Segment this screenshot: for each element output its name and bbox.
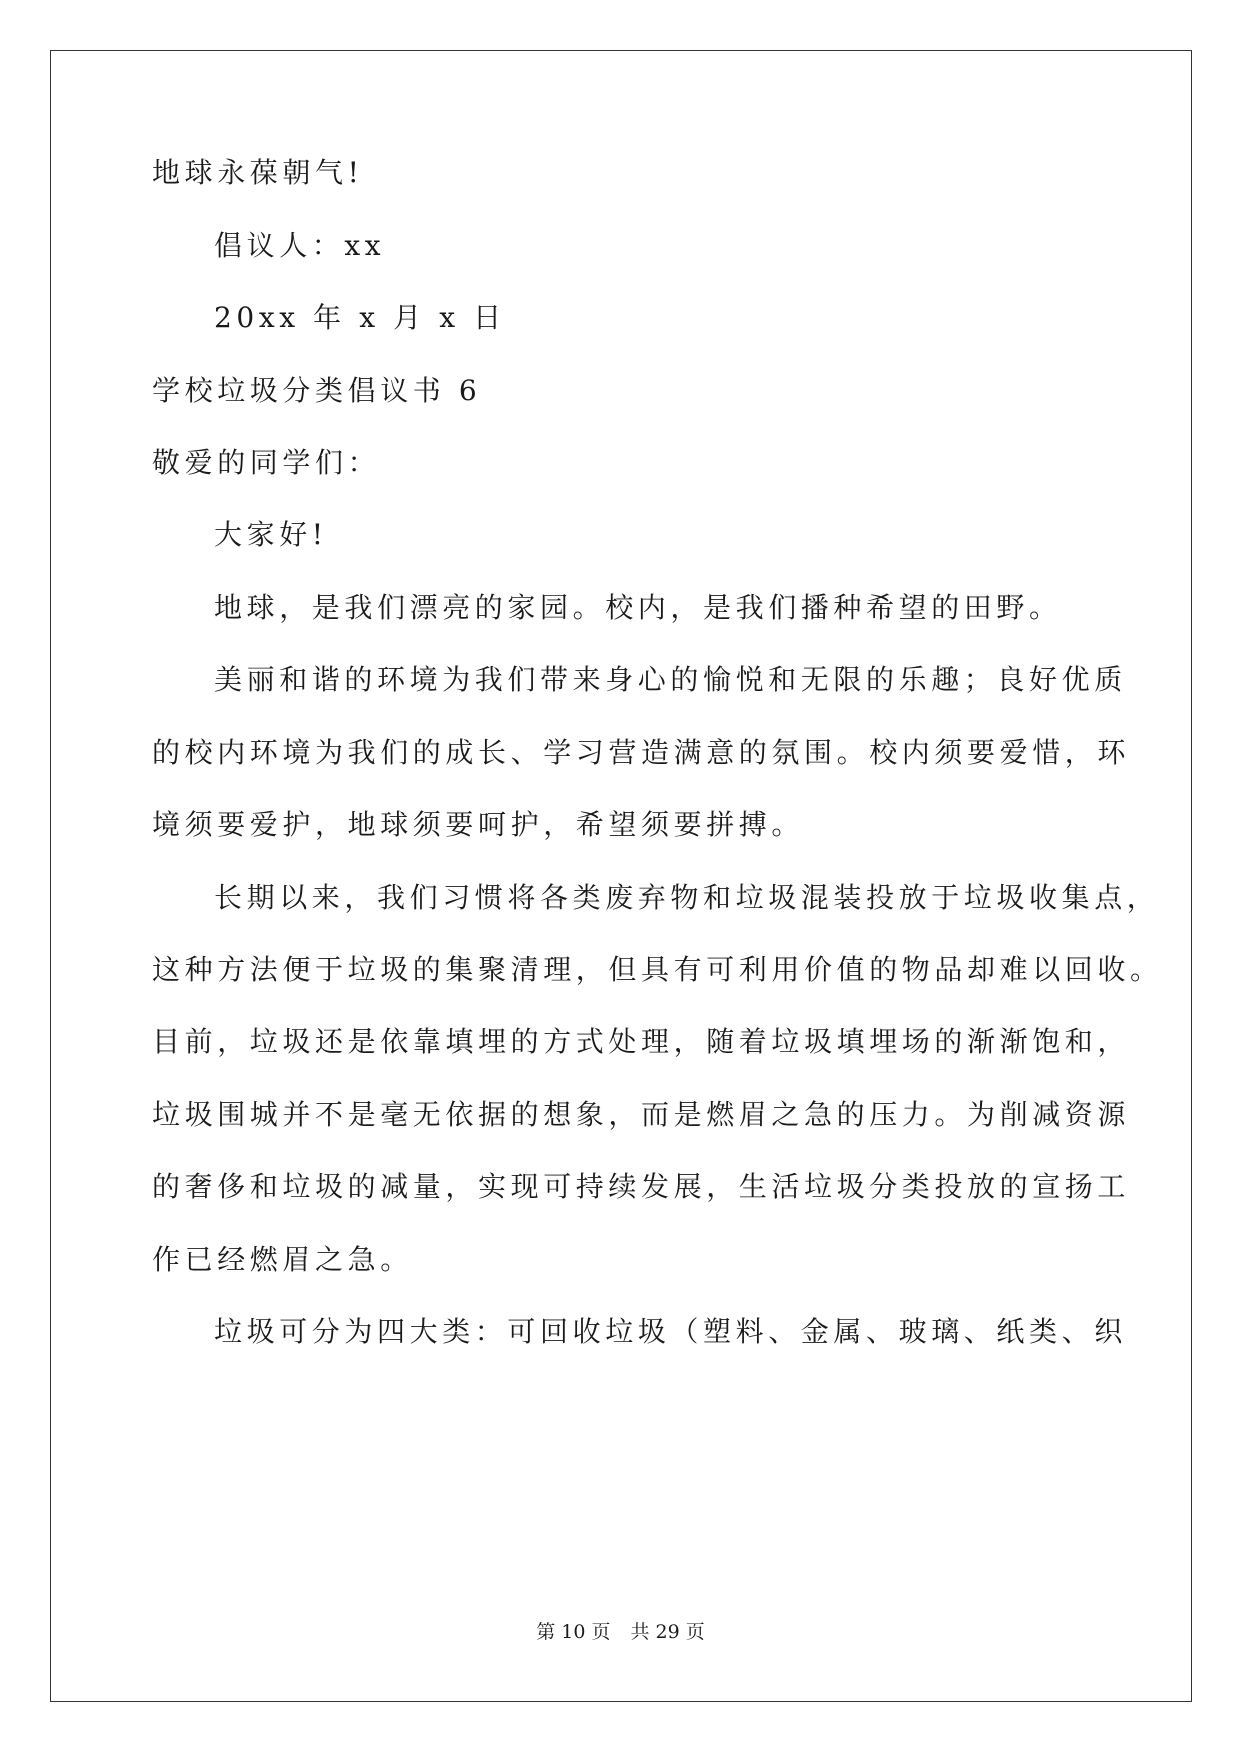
text-line: 地球，是我们漂亮的家园。校内，是我们播种希望的田野。: [214, 591, 1062, 624]
page-total: 共 29 页: [630, 1621, 705, 1643]
page-number: 第 10 页: [536, 1621, 611, 1643]
section-title: 学校垃圾分类倡议书 6: [152, 374, 482, 407]
text-line: 倡议人：xx: [214, 229, 386, 262]
text-line: 长期以来，我们习惯将各类废弃物和垃圾混装投放于垃圾收集点，: [214, 881, 1160, 914]
text-line: 美丽和谐的环境为我们带来身心的愉悦和无限的乐趣；良好优质: [214, 663, 1127, 696]
page-footer: [0, 1620, 1241, 1644]
text-line: 作已经燃眉之急。: [152, 1243, 413, 1276]
text-line: 目前，垃圾还是依靠填埋的方式处理，随着垃圾填埋场的渐渐饱和，: [152, 1025, 1131, 1058]
text-line: 地球永葆朝气!: [152, 156, 364, 189]
text-line: 大家好!: [214, 518, 328, 551]
text-line: 垃圾围城并不是毫无依据的想象，而是燃眉之急的压力。为削减资源: [152, 1098, 1131, 1131]
text-line: 的校内环境为我们的成长、学习营造满意的氛围。校内须要爱惜，环: [152, 736, 1131, 769]
text-line: 境须要爱护，地球须要呵护，希望须要拼搏。: [152, 808, 805, 841]
text-line: 敬爱的同学们：: [152, 446, 381, 479]
text-line: 20xx 年 x 月 x 日: [214, 301, 506, 334]
text-line: 这种方法便于垃圾的集聚清理，但具有可利用价值的物品却难以回收。: [152, 953, 1163, 986]
text-line: 的奢侈和垃圾的减量，实现可持续发展，生活垃圾分类投放的宣扬工: [152, 1170, 1131, 1203]
text-line: 垃圾可分为四大类：可回收垃圾（塑料、金属、玻璃、纸类、织: [214, 1315, 1127, 1348]
